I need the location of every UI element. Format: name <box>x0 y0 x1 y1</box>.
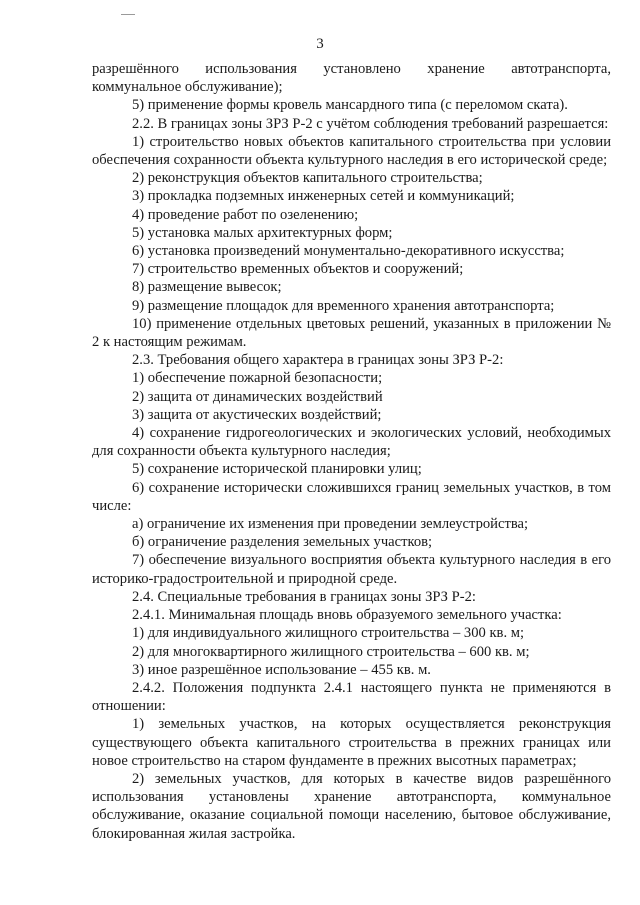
paragraph: 3) прокладка подземных инженерных сетей и коммуникаций; <box>132 188 515 205</box>
paragraph: 5) сохранение исторической планировки улиц; <box>132 461 422 478</box>
paragraph: 2.4. Специальные требования в границах зоны ЗРЗ Р-2: <box>132 588 476 605</box>
paragraph: 6) сохранение исторически сложившихся границ земельных участков, в том числе: <box>92 479 611 514</box>
paragraph: 2.4.2. Положения подпункта 2.4.1 настоящего пункта не применяются в отношении: <box>92 679 611 715</box>
paragraph: 2.4.1. Минимальная площадь вновь образуемого земельного участка: <box>132 607 562 624</box>
paragraph: 8) размещение вывесок; <box>132 279 282 296</box>
paragraph: разрешённого использования установлено хранение автотранспорта, коммунальное обслуживание); <box>92 61 611 96</box>
paragraph: 1) земельных участков, на которых осуществляется реконструкция существующего объекта капитального строительства в прежних границах или новое строительство на старом фундаменте в прежних высотных параметрах; <box>92 716 611 769</box>
paragraph: 2.3. Требования общего характера в границах зоны ЗРЗ Р-2: <box>132 352 504 369</box>
paragraph: 1) для индивидуального жилищного строительства – 300 кв. м; <box>132 625 525 642</box>
paragraph: б) ограничение разделения земельных участков; <box>132 534 433 551</box>
paragraph: 2) реконструкция объектов капитального строительства; <box>132 170 483 187</box>
paragraph: 5) установка малых архитектурных форм; <box>132 224 393 241</box>
paragraph: 2) земельных участков, для которых в качестве видов разрешённого использования установлены хранение автотранспорта, коммунальное обслуживание, оказание социальной помощи населению, бытовое обслуживание, блокированная жилая застройка. <box>92 770 611 842</box>
paragraph: 3) иное разрешённое использование – 455 кв. м. <box>132 661 431 678</box>
paragraph: 1) строительство новых объектов капитального строительства при условии обеспечения сохранности объекта культурного наследия в его исторической среде; <box>92 133 611 169</box>
paragraph: 1) обеспечение пожарной безопасности; <box>132 370 383 387</box>
paragraph: а) ограничение их изменения при проведении землеустройства; <box>132 516 529 533</box>
document-body <box>92 60 611 843</box>
paragraph: 2.2. В границах зоны ЗРЗ Р-2 с учётом соблюдения требований разрешается: <box>132 115 609 132</box>
paragraph: 7) обеспечение визуального восприятия объекта культурного наследия в его историко-градостроительной и природной среде. <box>92 552 611 587</box>
paragraph: 3) защита от акустических воздействий; <box>132 406 382 423</box>
paragraph: 2) для многоквартирного жилищного строительства – 600 кв. м; <box>132 643 530 660</box>
paragraph: 9) размещение площадок для временного хранения автотранспорта; <box>132 297 555 314</box>
page-number: 3 <box>316 36 324 52</box>
paragraph: 10) применение отдельных цветовых решений, указанных в приложении № 2 к настоящим режимам. <box>92 315 611 351</box>
scan-artifact-mark <box>121 14 135 15</box>
paragraph: 5) применение формы кровель мансардного типа (с переломом ската). <box>132 97 568 114</box>
paragraph: 4) проведение работ по озеленению; <box>132 206 359 223</box>
paragraph: 6) установка произведений монументально-декоративного искусства; <box>132 243 565 260</box>
paragraph: 4) сохранение гидрогеологических и экологических условий, необходимых для сохранности объекта культурного наследия; <box>92 425 611 460</box>
paragraph: 7) строительство временных объектов и сооружений; <box>132 261 464 278</box>
paragraph: 2) защита от динамических воздействий <box>132 388 383 405</box>
